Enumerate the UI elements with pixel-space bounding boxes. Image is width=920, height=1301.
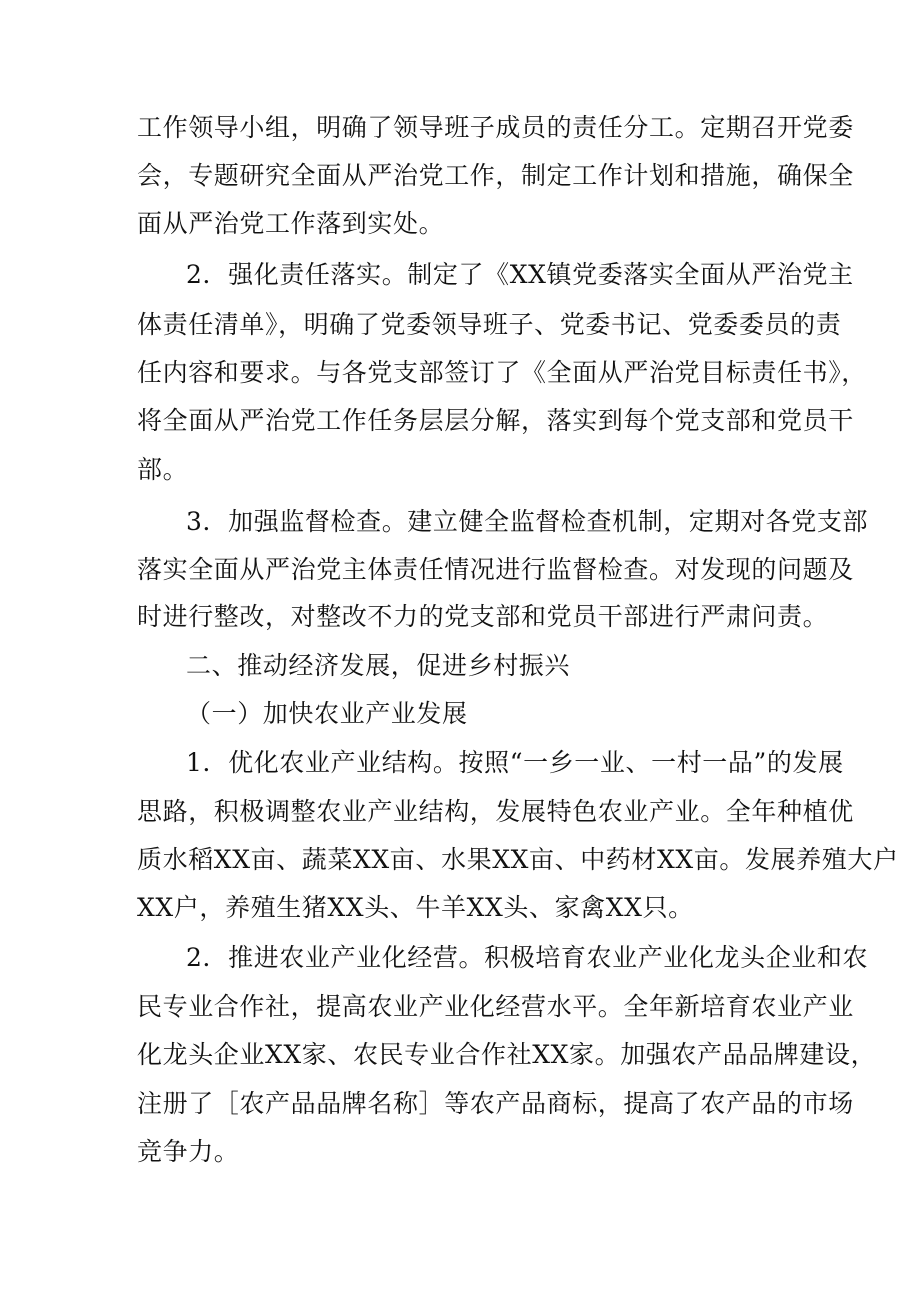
- paragraph-line: 2．强化责任落实。制定了《XX镇党委落实全面从严治党主: [186, 260, 854, 289]
- subsection-heading: （一）加快农业产业发展: [186, 699, 468, 728]
- paragraph-line: 3．加强监督检查。建立健全监督检查机制，定期对各党支部: [186, 507, 869, 536]
- paragraph-line: 将全面从严治党工作任务层层分解，落实到每个党支部和党员干: [137, 406, 854, 435]
- paragraph-line: 时进行整改，对整改不力的党支部和党员干部进行严肃问责。: [137, 602, 829, 631]
- paragraph-line: XX户，养殖生猪XX头、牛羊XX头、家禽XX只。: [137, 893, 694, 922]
- paragraph-line: 部。: [137, 455, 189, 484]
- paragraph-line: 化龙头企业XX家、农民专业合作社XX家。加强农产品品牌建设，: [137, 1040, 877, 1069]
- paragraph-line: 注册了［农产品品牌名称］等农产品商标，提高了农产品的市场: [137, 1089, 854, 1118]
- paragraph-line: 任内容和要求。与各党支部签订了《全面从严治党目标责任书》，: [137, 358, 867, 387]
- paragraph-line: 体责任清单》，明确了党委领导班子、党委书记、党委委员的责: [137, 310, 842, 339]
- section-heading: 二、推动经济发展，促进乡村振兴: [186, 651, 571, 680]
- paragraph-line: 面从严治党工作落到实处。: [137, 209, 445, 238]
- paragraph-line: 竞争力。: [137, 1137, 240, 1166]
- paragraph-line: 2．推进农业产业化经营。积极培育农业产业化龙头企业和农: [186, 943, 869, 972]
- paragraph-line: 落实全面从严治党主体责任情况进行监督检查。对发现的问题及: [137, 555, 854, 584]
- paragraph-line: 工作领导小组，明确了领导班子成员的责任分工。定期召开党委: [137, 113, 854, 142]
- paragraph-line: 思路，积极调整农业产业结构，发展特色农业产业。全年种植优: [137, 797, 854, 826]
- paragraph-line: 会，专题研究全面从严治党工作，制定工作计划和措施，确保全: [137, 161, 854, 190]
- paragraph-line: 1．优化农业产业结构。按照“一乡一业、一村一品”的发展: [186, 748, 844, 777]
- paragraph-line: 民专业合作社，提高农业产业化经营水平。全年新培育农业产业: [137, 992, 854, 1021]
- paragraph-line: 质水稻XX亩、蔬菜XX亩、水果XX亩、中药材XX亩。发展养殖大户: [137, 845, 899, 874]
